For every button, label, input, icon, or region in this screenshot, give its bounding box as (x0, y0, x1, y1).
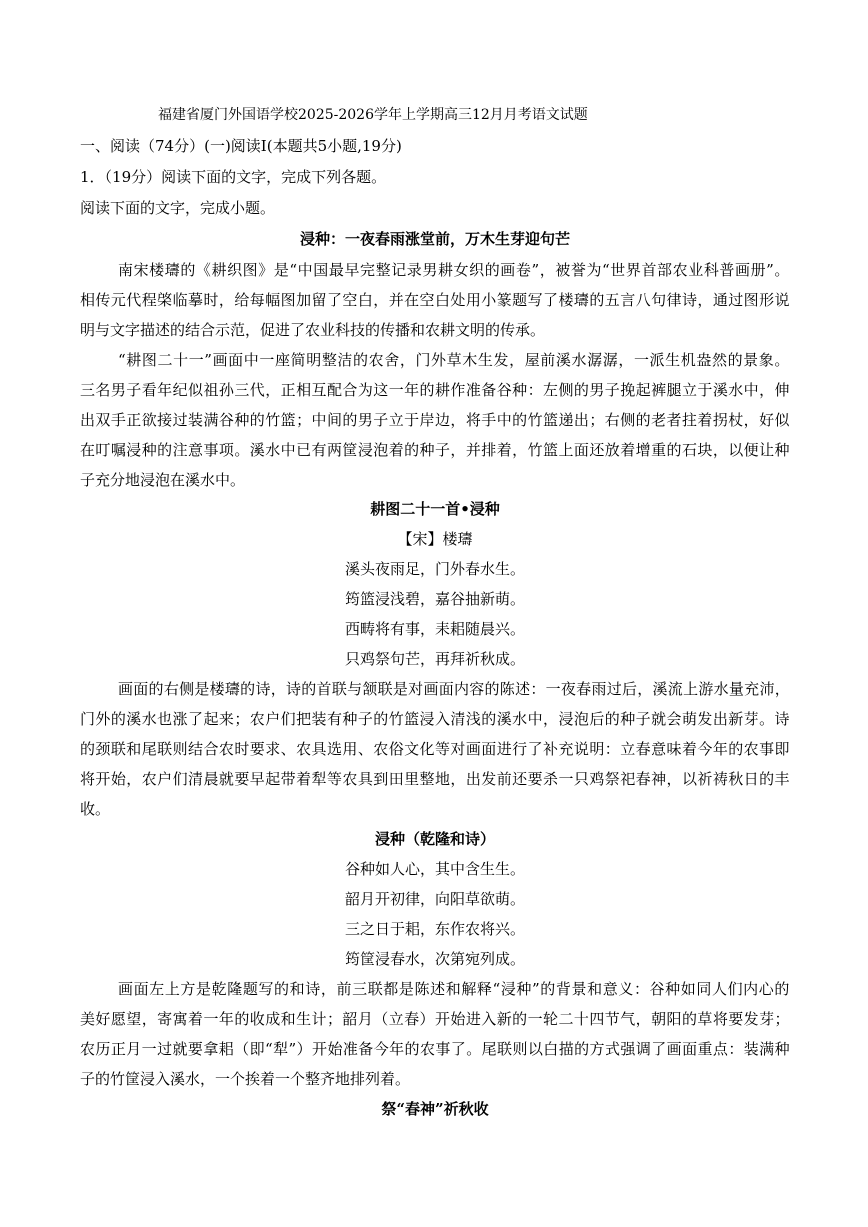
section-subtitle: 祭“春神”祈秋收 (381, 1100, 489, 1118)
paragraph-line: 农历正月一过就要拿耜（即“犁”）开始准备今年的农事了。尾联则以白描的方式强调了画面重点：装满种 (80, 1040, 790, 1058)
paragraph-line: 画面左上方是乾隆题写的和诗，前三联都是陈述和解释“浸种”的背景和意义：谷种如同人们内心的 (118, 980, 790, 998)
instruction: 阅读下面的文字，完成小题。 (80, 199, 276, 217)
paragraph-line: 将开始，农户们清晨就要早起带着犁等农具到田里整地，出发前还要杀一只鸡祭祀春神，以祈祷秋日的丰 (80, 770, 790, 788)
paragraph-line: “耕图二十一”画面中一座简明整洁的农舍，门外草木生发，屋前溪水潺潺，一派生机盎然的景象。 (118, 351, 790, 369)
poem-title: 耕图二十一首•浸种 (370, 500, 500, 518)
poem-line: 西畴将有事，耒耜随晨兴。 (344, 620, 525, 638)
article-title: 浸种：一夜春雨涨堂前，万木生芽迎句芒 (299, 230, 570, 248)
poem-title: 浸种（乾隆和诗） (374, 830, 495, 848)
paragraph-line: 三名男子看年纪似祖孙三代，正相互配合为这一年的耕作准备谷种：左侧的男子挽起裤腿立于溪水中，伸 (80, 381, 790, 399)
poem-line: 筠篮浸浅碧，嘉谷抽新萌。 (344, 590, 525, 608)
poem-line: 筠筐浸春水，次第宛列成。 (344, 950, 525, 968)
paragraph-line: 画面的右侧是楼璹的诗，诗的首联与颔联是对画面内容的陈述：一夜春雨过后，溪流上游水量充沛， (118, 680, 790, 698)
paragraph-line: 相传元代程棨临摹时，给每幅图加留了空白，并在空白处用小篆题写了楼璹的五言八句律诗，通过图形说 (80, 291, 790, 309)
paragraph-line: 子充分地浸泡在溪水中。 (80, 471, 246, 489)
poem-author: 【宋】楼璹 (397, 530, 473, 548)
poem-line: 韶月开初律，向阳草欲萌。 (344, 890, 525, 908)
paragraph-line: 出双手正欲接过装满谷种的竹篮；中间的男子立于岸边，将手中的竹篮递出；右侧的老者拄着拐杖，好似 (80, 411, 790, 429)
exam-title: 福建省厦门外国语学校2025-2026学年上学期高三12月月考语文试题 (158, 107, 588, 123)
poem-line: 溪头夜雨足，门外春水生。 (344, 560, 525, 578)
paragraph-line: 子的竹筐浸入溪水，一个挨着一个整齐地排列着。 (80, 1070, 411, 1088)
paragraph-line: 的颈联和尾联则结合农时要求、农具选用、农俗文化等对画面进行了补充说明：立春意味着今年的农事即 (80, 740, 790, 758)
section-heading: 一、阅读（74分）(一)阅读Ⅰ(本题共5小题,19分) (80, 137, 402, 155)
question-prompt: 1．（19分）阅读下面的文字，完成下列各题。 (80, 168, 387, 186)
paragraph-line: 门外的溪水也涨了起来；农户们把装有种子的竹篮浸入清浅的溪水中，浸泡后的种子就会萌发出新芽。诗 (80, 710, 790, 728)
poem-line: 只鸡祭句芒，再拜祈秋成。 (344, 650, 525, 668)
paragraph-line: 在叮嘱浸种的注意事项。溪水中已有两筐浸泡着的种子，并排着，竹篮上面还放着增重的石块，以便让种 (80, 441, 790, 459)
paragraph-line: 美好愿望，寄寓着一年的收成和生计；韶月（立春）开始进入新的一轮二十四节气，朝阳的草将要发芽； (80, 1010, 790, 1028)
paragraph-line: 明与文字描述的结合示范，促进了农业科技的传播和农耕文明的传承。 (80, 321, 546, 339)
paragraph-line: 收。 (80, 800, 111, 818)
paragraph-line: 南宋楼璹的《耕织图》是“中国最早完整记录男耕女织的画卷”，被誉为“世界首部农业科普画册”。 (118, 261, 790, 279)
poem-line: 三之日于耜，东作农将兴。 (344, 920, 525, 938)
poem-line: 谷种如人心，其中含生生。 (344, 860, 525, 878)
